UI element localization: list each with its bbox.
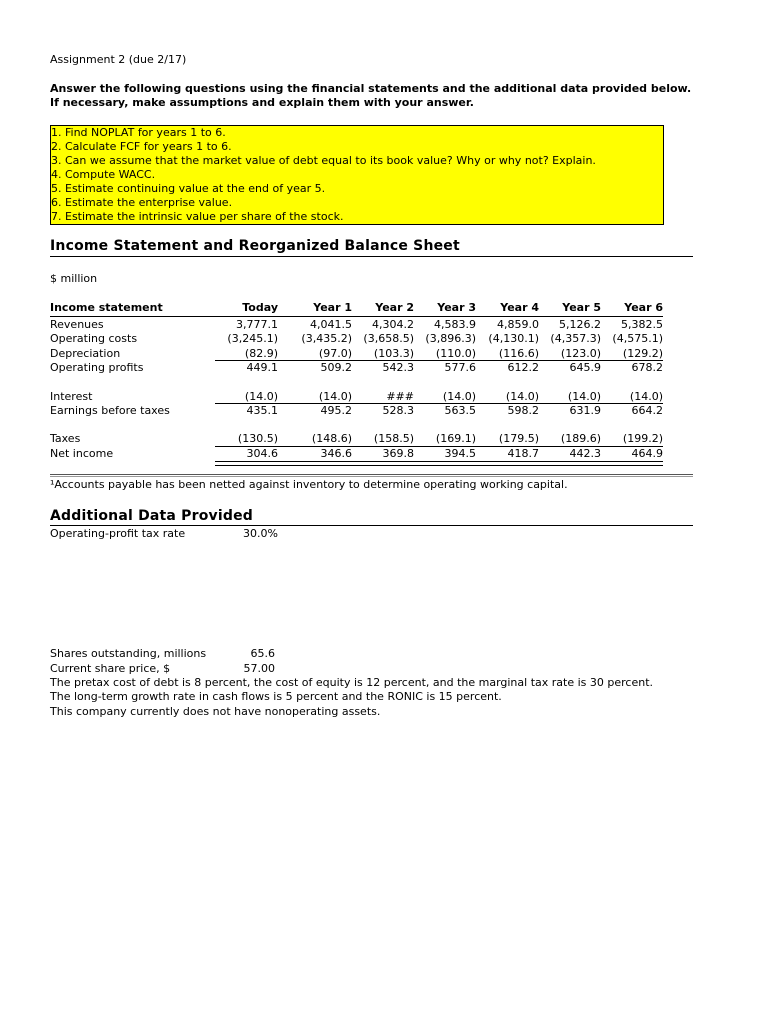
cell-depreciation-col0: (82.9) <box>244 347 278 360</box>
question-5: 5. Estimate continuing value at the end of year 5. <box>51 182 326 195</box>
subtotal-rule-net-income <box>215 446 663 447</box>
cell-net-income-col4: 418.7 <box>507 447 539 460</box>
cell-ebt-col5: 631.9 <box>569 404 601 417</box>
cell-ebt-col4: 598.2 <box>507 404 539 417</box>
cell-taxes-col4: (179.5) <box>498 432 539 445</box>
cell-taxes-col3: (169.1) <box>435 432 476 445</box>
row-label-depreciation: Depreciation <box>50 347 121 360</box>
note-cost-of-capital: The pretax cost of debt is 8 percent, the cost of equity is 12 percent, and the marginal tax rate is 30 percent. <box>50 676 654 689</box>
cell-revenues-col6: 5,382.5 <box>621 318 663 331</box>
subtotal-rule-operating-profits <box>215 360 663 361</box>
cell-taxes-col5: (189.6) <box>560 432 601 445</box>
instructions-line-1: Answer the following questions using the financial statements and the additional data provided below. <box>50 82 692 95</box>
footnote-rule-2 <box>50 476 693 477</box>
cell-taxes-col0: (130.5) <box>237 432 278 445</box>
cell-interest-col4: (14.0) <box>505 390 539 403</box>
section-additional-data-title: Additional Data Provided <box>50 508 254 524</box>
cell-depreciation-col1: (97.0) <box>318 347 352 360</box>
row-label-net-income: Net income <box>50 447 114 460</box>
section-divider <box>50 256 693 257</box>
question-4: 4. Compute WACC. <box>51 168 156 181</box>
cell-net-income-col1: 346.6 <box>320 447 352 460</box>
cell-ebt-col0: 435.1 <box>246 404 278 417</box>
shares-label: Shares outstanding, millions <box>50 647 207 660</box>
table-header-rule <box>50 316 663 317</box>
assignment-title: Assignment 2 (due 2/17) <box>50 53 187 66</box>
subtotal-rule-ebt <box>215 403 663 404</box>
cell-net-income-col0: 304.6 <box>246 447 278 460</box>
question-7: 7. Estimate the intrinsic value per share of the stock. <box>51 210 344 223</box>
cell-depreciation-col3: (110.0) <box>435 347 476 360</box>
col-header-today: Today <box>242 301 278 314</box>
cell-interest-col1: (14.0) <box>318 390 352 403</box>
row-label-taxes: Taxes <box>50 432 81 445</box>
col-header-year6: Year 6 <box>624 301 663 314</box>
col-header-year4: Year 4 <box>500 301 539 314</box>
footnote: ¹Accounts payable has been netted against inventory to determine operating working capital. <box>50 478 568 491</box>
section-income-statement-title: Income Statement and Reorganized Balance Sheet <box>50 238 460 254</box>
cell-interest-col6: (14.0) <box>629 390 663 403</box>
cell-net-income-col6: 464.9 <box>631 447 663 460</box>
col-header-year2: Year 2 <box>375 301 414 314</box>
cell-operating-costs-col3: (3,896.3) <box>425 332 476 345</box>
cell-operating-profits-col1: 509.2 <box>320 361 352 374</box>
row-label-operating-profits: Operating profits <box>50 361 144 374</box>
cell-revenues-col2: 4,304.2 <box>372 318 414 331</box>
cell-operating-costs-col4: (4,130.1) <box>488 332 539 345</box>
cell-ebt-col3: 563.5 <box>444 404 476 417</box>
cell-depreciation-col6: (129.2) <box>622 347 663 360</box>
cell-operating-profits-col5: 645.9 <box>569 361 601 374</box>
row-label-revenues: Revenues <box>50 318 104 331</box>
cell-ebt-col2: 528.3 <box>382 404 414 417</box>
footnote-rule <box>50 474 693 475</box>
note-growth: The long-term growth rate in cash flows is 5 percent and the RONIC is 15 percent. <box>50 690 502 703</box>
cell-depreciation-col2: (103.3) <box>373 347 414 360</box>
cell-operating-costs-col2: (3,658.5) <box>363 332 414 345</box>
price-value: 57.00 <box>243 662 275 675</box>
cell-interest-col3: (14.0) <box>442 390 476 403</box>
cell-revenues-col3: 4,583.9 <box>434 318 476 331</box>
tax-rate-value: 30.0% <box>243 527 278 540</box>
row-label-ebt: Earnings before taxes <box>50 404 170 417</box>
col-header-year3: Year 3 <box>437 301 476 314</box>
section2-divider <box>50 525 693 526</box>
row-label-operating-costs: Operating costs <box>50 332 138 345</box>
cell-depreciation-col4: (116.6) <box>498 347 539 360</box>
cell-taxes-col1: (148.6) <box>311 432 352 445</box>
double-rule-net-income <box>215 461 663 466</box>
cell-operating-costs-col6: (4,575.1) <box>612 332 663 345</box>
question-6: 6. Estimate the enterprise value. <box>51 196 233 209</box>
table-title: Income statement <box>50 301 163 314</box>
cell-ebt-col6: 664.2 <box>631 404 663 417</box>
note-nonoperating: This company currently does not have nonoperating assets. <box>50 705 381 718</box>
cell-interest-col5: (14.0) <box>567 390 601 403</box>
cell-revenues-col0: 3,777.1 <box>236 318 278 331</box>
cell-taxes-col6: (199.2) <box>622 432 663 445</box>
col-header-year1: Year 1 <box>313 301 352 314</box>
row-label-interest: Interest <box>50 390 93 403</box>
cell-net-income-col3: 394.5 <box>444 447 476 460</box>
cell-net-income-col2: 369.8 <box>382 447 414 460</box>
cell-operating-profits-col3: 577.6 <box>444 361 476 374</box>
cell-net-income-col5: 442.3 <box>569 447 601 460</box>
cell-depreciation-col5: (123.0) <box>560 347 601 360</box>
cell-ebt-col1: 495.2 <box>320 404 352 417</box>
shares-value: 65.6 <box>250 647 275 660</box>
cell-operating-costs-col5: (4,357.3) <box>550 332 601 345</box>
cell-operating-profits-col0: 449.1 <box>246 361 278 374</box>
cell-revenues-col1: 4,041.5 <box>310 318 352 331</box>
question-2: 2. Calculate FCF for years 1 to 6. <box>51 140 232 153</box>
cell-operating-profits-col6: 678.2 <box>631 361 663 374</box>
question-3: 3. Can we assume that the market value of debt equal to its book value? Why or why not? Explain. <box>51 154 596 167</box>
cell-interest-col2: ### <box>386 390 414 403</box>
questions-box <box>50 125 664 225</box>
question-1: 1. Find NOPLAT for years 1 to 6. <box>51 126 226 139</box>
cell-taxes-col2: (158.5) <box>373 432 414 445</box>
cell-revenues-col5: 5,126.2 <box>559 318 601 331</box>
cell-operating-profits-col4: 612.2 <box>507 361 539 374</box>
cell-revenues-col4: 4,859.0 <box>497 318 539 331</box>
cell-operating-costs-col1: (3,435.2) <box>301 332 352 345</box>
cell-operating-profits-col2: 542.3 <box>382 361 414 374</box>
cell-interest-col0: (14.0) <box>244 390 278 403</box>
col-header-year5: Year 5 <box>562 301 601 314</box>
price-label: Current share price, $ <box>50 662 171 675</box>
units-label: $ million <box>50 272 98 285</box>
cell-operating-costs-col0: (3,245.1) <box>227 332 278 345</box>
instructions-line-2: If necessary, make assumptions and explain them with your answer. <box>50 96 474 109</box>
tax-rate-label: Operating-profit tax rate <box>50 527 186 540</box>
